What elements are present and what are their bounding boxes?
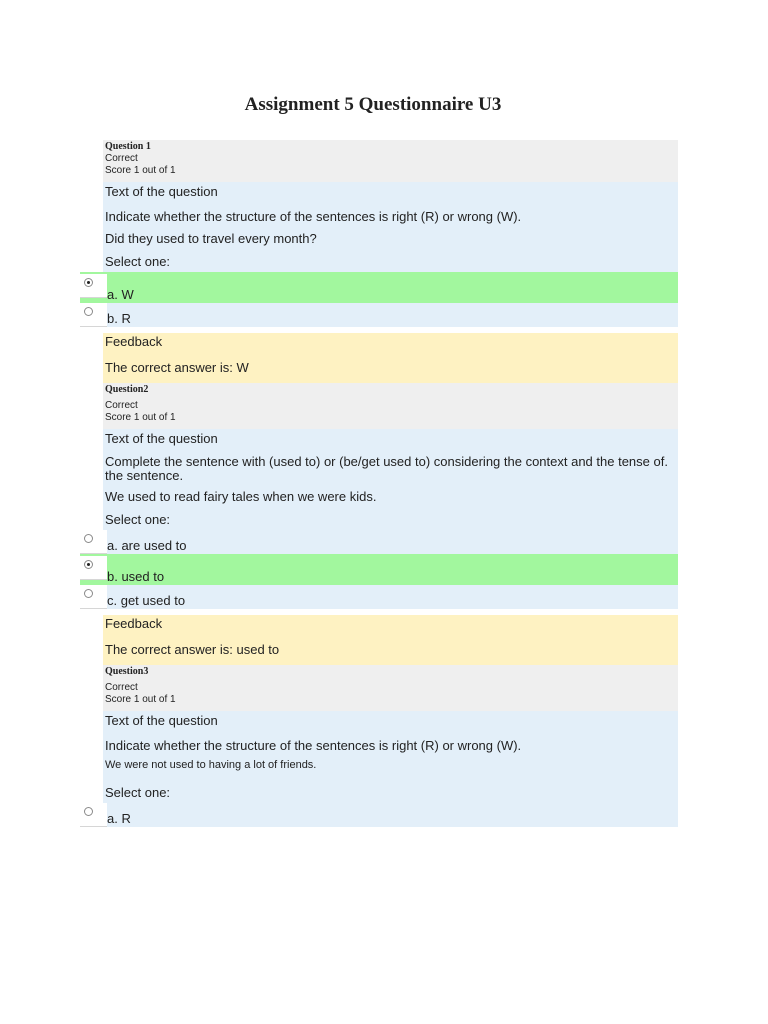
page-title: Assignment 5 Questionnaire U3	[244, 94, 502, 115]
option-label: a. R	[107, 811, 131, 826]
feedback-panel	[103, 333, 678, 383]
question-text-label: Text of the question	[105, 184, 218, 199]
correct-answer: The correct answer is: used to	[105, 642, 280, 657]
question-instruction: Complete the sentence with (used to) or (be/get used to) considering the context and the tense of. the sentence.	[105, 454, 668, 483]
option-c[interactable]	[80, 585, 678, 609]
question-instruction: Indicate whether the structure of the sentences is right (R) or wrong (W).	[105, 209, 522, 224]
option-label: c. get used to	[107, 593, 186, 608]
select-one-label: Select one:	[105, 254, 171, 269]
question-state: Correct	[105, 400, 138, 411]
question-score: Score 1 out of 1	[105, 412, 176, 423]
option-a[interactable]	[80, 803, 678, 827]
question-header	[103, 140, 678, 182]
question-header	[103, 383, 678, 429]
question-number: Question3	[105, 666, 149, 677]
question-sentence: We used to read fairy tales when we were kids.	[105, 489, 377, 504]
radio-cell	[80, 530, 107, 554]
option-label: b. used to	[107, 569, 165, 584]
option-a[interactable]	[80, 530, 678, 554]
feedback-panel	[103, 615, 678, 665]
radio-button[interactable]	[84, 534, 93, 543]
question-score: Score 1 out of 1	[105, 165, 176, 176]
option-b[interactable]	[80, 303, 678, 327]
question-state: Correct	[105, 682, 138, 693]
feedback-label: Feedback	[105, 334, 163, 349]
radio-cell	[80, 303, 107, 327]
question-body	[103, 429, 678, 530]
option-b[interactable]	[80, 554, 678, 585]
question-number: Question 1	[105, 141, 151, 152]
question-text-label: Text of the question	[105, 431, 218, 446]
radio-selected-dot	[87, 281, 90, 284]
radio-cell	[80, 556, 107, 580]
radio-button[interactable]	[84, 307, 93, 316]
quiz-content	[80, 140, 678, 827]
radio-button[interactable]	[84, 278, 93, 287]
question-header	[103, 665, 678, 711]
question-body	[103, 711, 678, 803]
feedback-label: Feedback	[105, 616, 163, 631]
option-label: a. W	[107, 287, 134, 302]
correct-answer: The correct answer is: W	[105, 360, 249, 375]
radio-selected-dot	[87, 563, 90, 566]
select-one-label: Select one:	[105, 512, 171, 527]
question-score: Score 1 out of 1	[105, 694, 176, 705]
option-label: a. are used to	[107, 538, 187, 553]
radio-cell	[80, 803, 107, 827]
question-sentence: We were not used to having a lot of friends.	[105, 759, 317, 771]
select-one-label: Select one:	[105, 785, 171, 800]
question-number: Question2	[105, 384, 149, 395]
option-label: b. R	[107, 311, 131, 326]
question-text-label: Text of the question	[105, 713, 218, 728]
radio-button[interactable]	[84, 560, 93, 569]
radio-cell	[80, 274, 107, 298]
question-sentence: Did they used to travel every month?	[105, 231, 317, 246]
question-instruction: Indicate whether the structure of the sentences is right (R) or wrong (W).	[105, 738, 522, 753]
radio-cell	[80, 585, 107, 609]
question-state: Correct	[105, 153, 138, 164]
radio-button[interactable]	[84, 807, 93, 816]
option-a[interactable]	[80, 272, 678, 303]
question-body	[103, 182, 678, 272]
radio-button[interactable]	[84, 589, 93, 598]
